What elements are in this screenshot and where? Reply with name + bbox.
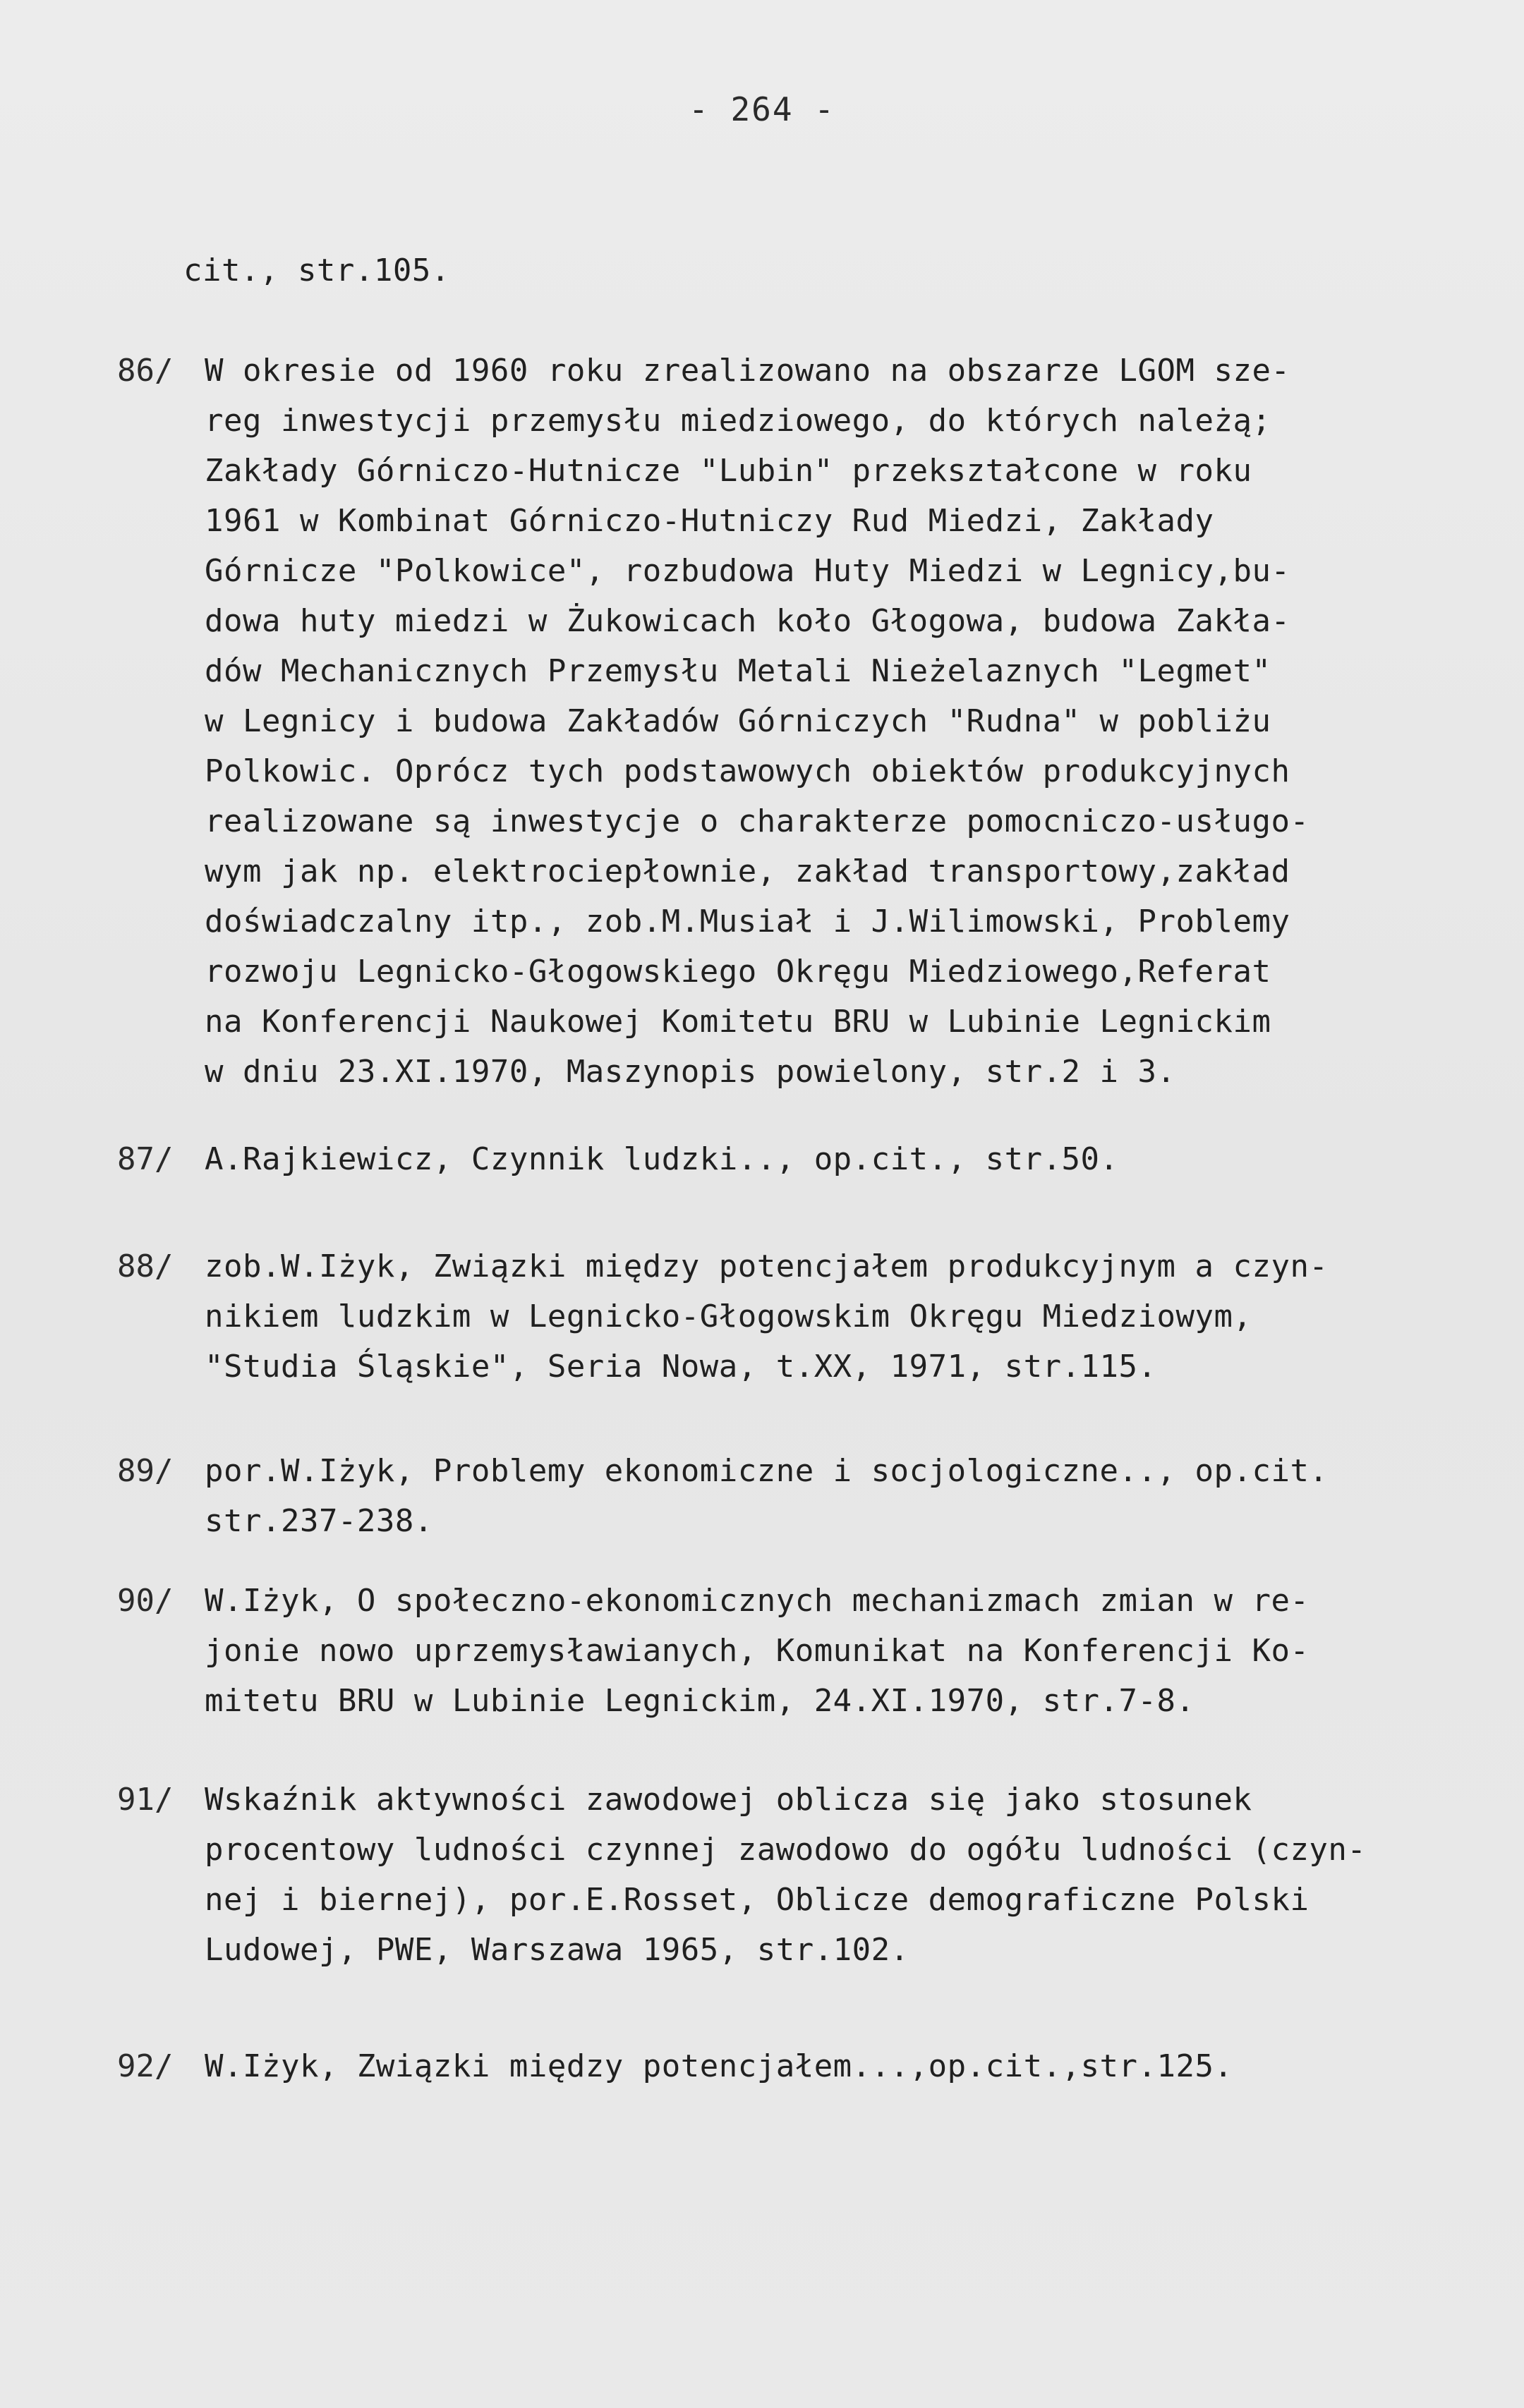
footnote-line: "Studia Śląskie", Seria Nowa, t.XX, 1971, str.115. bbox=[205, 1349, 1157, 1385]
footnote-line: na Konferencji Naukowej Komitetu BRU w Lubinie Legnickim bbox=[205, 1004, 1271, 1040]
footnote-line: wym jak np. elektrociepłownie, zakład transportowy,zakład bbox=[205, 853, 1290, 889]
footnote-line: rozwoju Legnicko-Głogowskiego Okręgu Miedziowego,Referat bbox=[205, 954, 1271, 990]
footnote-line: str.237-238. bbox=[205, 1503, 433, 1539]
footnote-line: zob.W.Iżyk, Związki między potencjałem produkcyjnym a czyn- bbox=[205, 1248, 1329, 1284]
footnote-line: Polkowic. Oprócz tych podstawowych obiektów produkcyjnych bbox=[205, 753, 1290, 789]
footnote-number: 92/ bbox=[117, 2048, 174, 2084]
page-number: - 264 - bbox=[689, 90, 835, 128]
footnote-line: nikiem ludzkim w Legnicko-Głogowskim Okręgu Miedziowym, bbox=[205, 1299, 1252, 1334]
footnote-line: Ludowej, PWE, Warszawa 1965, str.102. bbox=[205, 1932, 909, 1968]
footnote-line: mitetu BRU w Lubinie Legnickim, 24.XI.1970, str.7-8. bbox=[205, 1683, 1195, 1719]
footnote-line: realizowane są inwestycje o charakterze pomocniczo-usługo- bbox=[205, 803, 1310, 839]
footnote-line: Wskaźnik aktywności zawodowej oblicza się jako stosunek bbox=[205, 1782, 1252, 1818]
footnote-line: W okresie od 1960 roku zrealizowano na obszarze LGOM sze- bbox=[205, 353, 1290, 389]
footnote-line: w Legnicy i budowa Zakładów Górniczych "Rudna" w pobliżu bbox=[205, 703, 1271, 739]
footnote-number: 90/ bbox=[117, 1583, 174, 1619]
footnote-line: Zakłady Górniczo-Hutnicze "Lubin" przekształcone w roku bbox=[205, 453, 1252, 489]
footnote-line: dowa huty miedzi w Żukowicach koło Głogowa, budowa Zakła- bbox=[205, 603, 1290, 639]
footnote-line: Górnicze "Polkowice", rozbudowa Huty Miedzi w Legnicy,bu- bbox=[205, 553, 1290, 589]
footnote-line: dów Mechanicznych Przemysłu Metali Nieżelaznych "Legmet" bbox=[205, 653, 1271, 689]
footnote-number: 89/ bbox=[117, 1453, 174, 1489]
footnote-line: procentowy ludności czynnej zawodowo do ogółu ludności (czyn- bbox=[205, 1832, 1367, 1868]
footnote-number: 91/ bbox=[117, 1782, 174, 1818]
footnote-number: 87/ bbox=[117, 1141, 174, 1177]
footnote-line: W.Iżyk, Związki między potencjałem...,op.cit.,str.125. bbox=[205, 2048, 1233, 2084]
footnote-line: doświadczalny itp., zob.M.Musiał i J.Wilimowski, Problemy bbox=[205, 904, 1290, 940]
continuation-line: cit., str.105. bbox=[183, 253, 450, 288]
footnote-line: jonie nowo uprzemysławianych, Komunikat na Konferencji Ko- bbox=[205, 1633, 1310, 1669]
footnote-line: A.Rajkiewicz, Czynnik ludzki.., op.cit., str.50. bbox=[205, 1141, 1119, 1177]
footnote-line: nej i biernej), por.E.Rosset, Oblicze demograficzne Polski bbox=[205, 1882, 1310, 1918]
footnote-line: W.Iżyk, O społeczno-ekonomicznych mechanizmach zmian w re- bbox=[205, 1583, 1310, 1619]
footnote-line: reg inwestycji przemysłu miedziowego, do których należą; bbox=[205, 403, 1271, 439]
footnote-line: por.W.Iżyk, Problemy ekonomiczne i socjologiczne.., op.cit. bbox=[205, 1453, 1329, 1489]
footnote-line: w dniu 23.XI.1970, Maszynopis powielony, str.2 i 3. bbox=[205, 1054, 1176, 1090]
footnote-number: 88/ bbox=[117, 1248, 174, 1284]
footnote-number: 86/ bbox=[117, 353, 174, 389]
footnote-line: 1961 w Kombinat Górniczo-Hutniczy Rud Miedzi, Zakłady bbox=[205, 503, 1214, 539]
